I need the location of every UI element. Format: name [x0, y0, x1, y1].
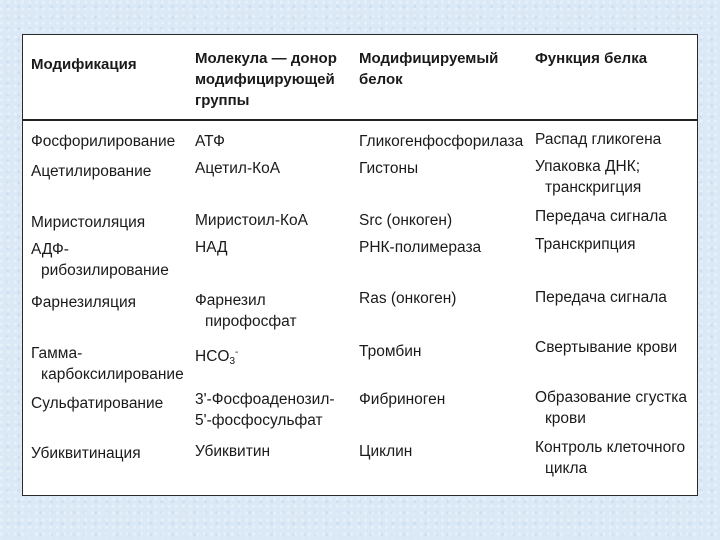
row7-protein: Фибриноген	[359, 391, 446, 408]
row5-protein: Ras (онкоген)	[359, 290, 457, 307]
row8-function: Контроль клеточного	[535, 439, 686, 456]
row6-function: Свертывание крови	[535, 339, 678, 356]
row7-function: Образование сгустка	[535, 389, 687, 406]
row5-modification: Фарнезиляция	[31, 294, 136, 311]
row4-protein: РНК-полимераза	[359, 239, 482, 256]
row4-modification-cont: рибозилирование	[41, 262, 169, 279]
row6-modification: Гамма-	[31, 345, 83, 362]
header-donor-line2: модифицирующей	[195, 71, 335, 88]
row3-donor: Миристоил-КоА	[195, 212, 308, 229]
header-protein-line2: белок	[359, 71, 403, 88]
row8-donor: Убиквитин	[195, 443, 271, 460]
row2-donor: Ацетил-КоА	[195, 160, 281, 177]
row1-donor: АТФ	[195, 133, 225, 150]
row4-modification: АДФ-	[31, 241, 69, 258]
row6-donor-base: HCO	[195, 348, 230, 366]
row6-modification-cont: карбоксилирование	[41, 366, 184, 383]
row1-protein: Гликогенфосфорилаза	[359, 133, 524, 150]
row7-function-cont: крови	[545, 410, 586, 427]
row2-function-cont: транскригция	[545, 179, 642, 196]
row5-function: Передача сигнала	[535, 289, 667, 306]
header-function: Функция белка	[535, 50, 648, 67]
row1-modification: Фосфорилирование	[31, 133, 176, 150]
row7-donor-cont: 5'-фосфосульфат	[195, 412, 323, 429]
header-donor-line3: группы	[195, 92, 250, 109]
row6-donor-subscript: 3	[229, 356, 236, 368]
row4-donor: НАД	[195, 239, 228, 256]
row1-function: Распад гликогена	[535, 131, 662, 148]
row4-function: Транскрипция	[535, 236, 636, 253]
table-sheet	[22, 34, 698, 496]
header-modification: Модификация	[31, 56, 137, 73]
header-donor-line1: Молекула — донор	[195, 50, 337, 67]
row7-donor: 3'-Фосфоаденозил-	[195, 391, 335, 408]
row2-protein: Гистоны	[359, 160, 419, 177]
row8-protein: Циклин	[359, 443, 413, 460]
row2-modification: Ацетилирование	[31, 163, 152, 180]
row8-modification: Убиквитинация	[31, 445, 141, 462]
row3-protein: Src (онкоген)	[359, 212, 453, 229]
row6-donor-superscript: -	[235, 347, 239, 358]
row8-function-cont: цикла	[545, 460, 588, 477]
row2-function: Упаковка ДНК;	[535, 158, 641, 175]
row6-donor	[195, 343, 238, 371]
header-divider	[23, 119, 697, 121]
row6-protein: Тромбин	[359, 343, 422, 360]
header-protein-line1: Модифицируемый	[359, 50, 499, 67]
row5-donor: Фарнезил	[195, 292, 266, 309]
row3-function: Передача сигнала	[535, 208, 667, 225]
row7-modification: Сульфатирование	[31, 395, 164, 412]
row3-modification: Миристоиляция	[31, 214, 146, 231]
row5-donor-cont: пирофосфат	[205, 313, 297, 330]
